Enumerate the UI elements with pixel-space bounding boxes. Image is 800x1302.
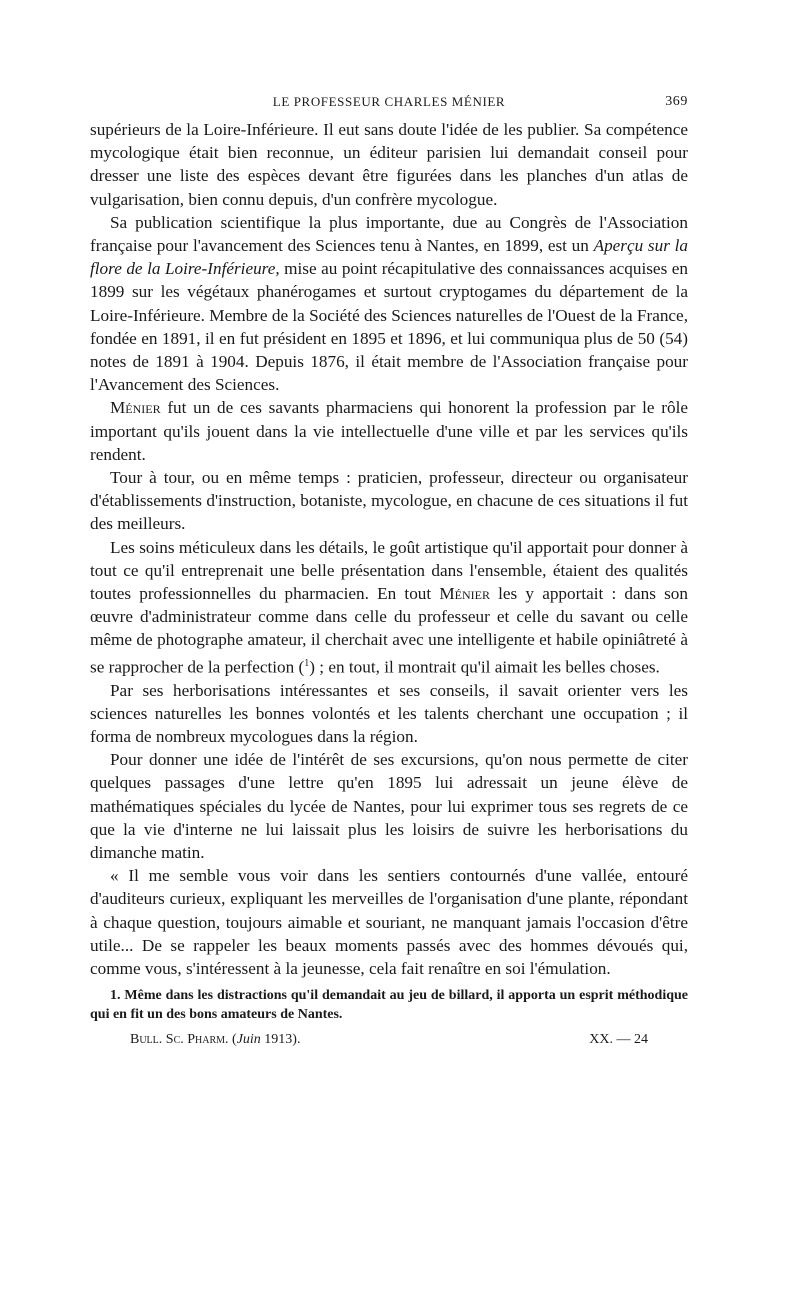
paragraph-7-text: Pour donner une idée de l'intérêt de ses excursions, qu'on nous permette de citer quelques passages d'une lettre qu'en 1895 lui adressait un jeune élève de mathématiques spéciales du lycée de Nantes, pour lui exprimer tous ses regrets de ce que la vie d'interne ne lui laissait plus les loisirs de suivre les herborisations du dimanche matin. [90,750,688,863]
page-number: 369 [665,94,688,109]
journal-name: Bull. Sc. Pharm. ( [130,1032,237,1048]
paragraph-6 [90,679,688,749]
paragraph-6-text: Par ses herborisations intéressantes et ses conseils, il savait orienter vers les sciences naturelles les bonnes volontés et les talents cherchant une occupation ; il forma de nombreux mycologues dans la région. [90,680,688,747]
paragraph-8-text: « Il me semble vous voir dans les sentiers contournés d'une vallée, entouré d'auditeurs curieux, expliquant les merveilles de l'organisation d'une plante, répondant à chaque question, toujours aimable et souriant, ne manquant jamais l'occasion d'être utile... De se rappeler les beaux moments passés avec des hommes dévoués qui, comme vous, s'intéressent à la jeunesse, cela fait renaître en soi l'émulation. [90,866,688,979]
paragraph-5 [90,536,688,679]
page-footer [90,1032,688,1056]
paragraph-5-text-a: Les soins méticuleux dans les détails, le goût artistique qu'il apportait pour donner à tout ce qu'il entreprenait une belle présentation dans l'ensemble, étaient des qualités toutes professionnelles du pharmacien. En tout [90,537,688,604]
paragraph-7 [90,748,688,864]
journal-month: Juin [236,1032,261,1048]
paragraph-1 [90,118,688,211]
journal-reference [130,1032,300,1048]
paragraph-3 [90,396,688,466]
footnote-text: 1. Même dans les distractions qu'il demandait au jeu de billard, il apporta un esprit méthodique qui en fit un des bons amateurs de Nantes. [90,988,688,1023]
paragraph-4-text: Tour à tour, ou en même temps : praticien, professeur, directeur ou organisateur d'établissements d'instruction, botaniste, mycologue, en chacune de ces situations il fut des meilleurs. [90,468,688,534]
paragraph-4 [90,466,688,536]
paragraph-2-text-a: Sa publication scientifique la plus importante, due au Congrès de l'Association française pour l'avancement des Sciences tenu à Nantes, en 1899, est un [90,212,688,256]
journal-year: 1913). [260,1032,301,1048]
author-name: Ménier [439,584,490,604]
paragraph-5-text-b: les y apportait : dans son œuvre d'administrateur comme dans celle du professeur et celle du savant ou celle même de photographe amateur, il cherchait avec une intelligente et habile opiniâtreté à se rapprocher de la perfection ( [90,584,688,677]
book-title: Aperçu sur la flore de la Loire-Inférieure, [90,236,688,279]
paragraph-8 [90,864,688,980]
paragraph-3-text: fut un de ces savants pharmaciens qui honorent la profession par le rôle important qu'ils jouent dans la vie intellectuelle d'une ville et par les services qu'ils rendent. [90,398,688,464]
footnote [90,986,688,1024]
footnote-reference: 1 [304,657,310,669]
paragraph-5-text-c: ) ; en tout, il montrait qu'il aimait les belles choses. [309,657,660,677]
signature-mark: XX. — 24 [589,1032,648,1048]
paragraph-2 [90,211,688,397]
running-head [90,90,688,118]
running-title: LE PROFESSEUR CHARLES MÉNIER [272,94,506,109]
author-name: Ménier [110,398,161,418]
page [90,90,688,1056]
body-text [90,118,688,980]
paragraph-1-text: supérieurs de la Loire-Inférieure. Il eut sans doute l'idée de les publier. Sa compétence mycologique était bien reconnue, un éditeur parisien lui demandait conseil pour dresser une liste des espèces devant être figurées dans les planches d'un atlas de vulgarisation, bien connu depuis, d'un confrère mycologue. [90,120,688,209]
paragraph-2-text-b: mise au point récapitulative des connaissances acquises en 1899 sur les végétaux phanérogames et surtout cryptogames du département de la Loire-Inférieure. Membre de la Société des Sciences naturelles de l'Ouest de la France, fondée en 1891, il en fut président en 1895 et 1896, et lui communiqua plus de 50 (54) notes de 1891 à 1904. Depuis 1876, il était membre de l'Association française pour l'Avancement des Sciences. [90,259,688,395]
